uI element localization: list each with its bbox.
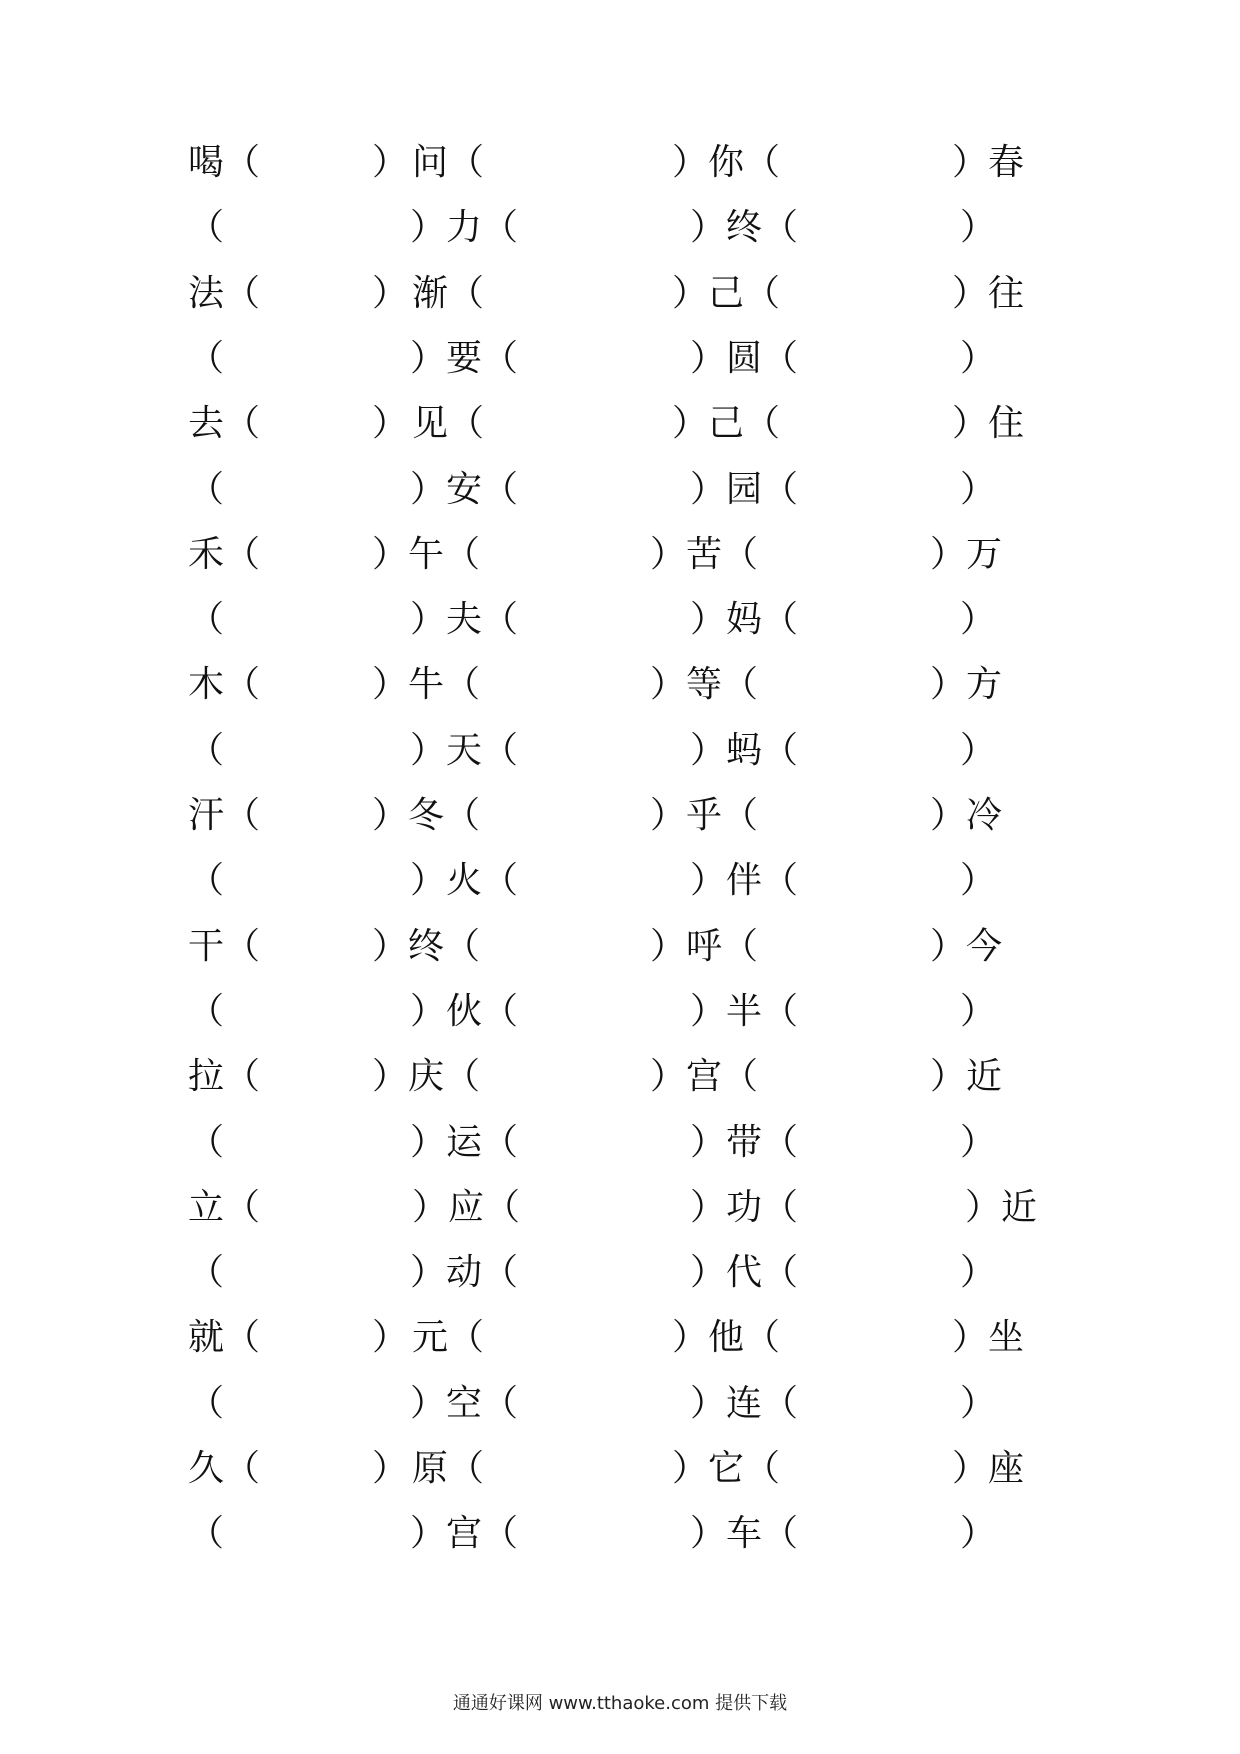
- worksheet-token: ）动（: [410, 1252, 519, 1294]
- worksheet-token: ）力（: [410, 207, 519, 249]
- worksheet-token: ）带（: [690, 1121, 799, 1163]
- worksheet-token: （: [188, 990, 225, 1032]
- worksheet-row: [0, 927, 1240, 987]
- worksheet-token: 木（: [188, 664, 261, 706]
- worksheet-row: [0, 1514, 1240, 1574]
- worksheet-token: ）: [960, 1382, 997, 1424]
- worksheet-token: ）午（: [372, 533, 481, 575]
- worksheet-token: ）: [960, 1513, 997, 1555]
- worksheet-token: ）牛（: [372, 664, 481, 706]
- worksheet-token: 问（: [412, 142, 485, 183]
- worksheet-token: ）往: [952, 272, 1025, 314]
- worksheet-row: [0, 404, 1240, 464]
- worksheet-token: ）妈（: [690, 599, 799, 641]
- worksheet-token: （: [188, 337, 225, 379]
- worksheet-token: ）乎（: [650, 795, 759, 836]
- worksheet-token: ）: [960, 1121, 997, 1163]
- worksheet-token: ）: [960, 207, 997, 249]
- worksheet-token: 见（: [412, 403, 485, 445]
- worksheet-token: ）: [960, 1252, 997, 1294]
- worksheet-token: ）夫（: [410, 599, 519, 641]
- worksheet-token: 渐（: [412, 272, 485, 314]
- worksheet-token: ）: [372, 272, 409, 314]
- worksheet-token: ）近: [930, 1056, 1003, 1098]
- worksheet-token: ）你（: [672, 142, 781, 183]
- worksheet-token: 元（: [412, 1317, 485, 1359]
- worksheet-token: 禾（: [188, 533, 261, 575]
- worksheet-token: 原（: [412, 1448, 485, 1489]
- worksheet-token: ）他（: [672, 1317, 781, 1359]
- worksheet-token: ）蚂（: [690, 729, 799, 771]
- worksheet-row: [0, 1384, 1240, 1444]
- worksheet-token: 法（: [188, 272, 261, 314]
- worksheet-token: ）: [960, 990, 997, 1032]
- worksheet-row: [0, 796, 1240, 856]
- worksheet-token: （: [188, 860, 225, 902]
- worksheet-token: ）今: [930, 925, 1003, 967]
- worksheet-row: [0, 1188, 1240, 1248]
- worksheet-token: ）坐: [952, 1317, 1025, 1359]
- worksheet-token: ）代（: [690, 1252, 799, 1294]
- worksheet-token: ）: [960, 729, 997, 771]
- worksheet-token: ）己（: [672, 403, 781, 445]
- worksheet-token: ）: [960, 860, 997, 902]
- worksheet-row: [0, 1318, 1240, 1378]
- worksheet-token: ）园（: [690, 468, 799, 510]
- worksheet-row: [0, 274, 1240, 334]
- worksheet-row: [0, 1057, 1240, 1117]
- worksheet-token: ）伙（: [410, 990, 519, 1032]
- worksheet-token: ）应（: [412, 1186, 521, 1228]
- worksheet-token: ）冷: [930, 795, 1003, 836]
- worksheet-token: ）火（: [410, 860, 519, 902]
- worksheet-token: ）春: [952, 142, 1025, 183]
- worksheet-row: [0, 1123, 1240, 1183]
- worksheet-token: ）: [960, 337, 997, 379]
- worksheet-token: ）庆（: [372, 1056, 481, 1098]
- worksheet-token: ）呼（: [650, 925, 759, 967]
- worksheet-token: ）天（: [410, 729, 519, 771]
- worksheet-token: （: [188, 729, 225, 771]
- worksheet-token: ）伴（: [690, 860, 799, 902]
- worksheet-token: （: [188, 1382, 225, 1424]
- worksheet-token: ）宫（: [650, 1056, 759, 1098]
- worksheet-token: ）安（: [410, 468, 519, 510]
- worksheet-token: ）终（: [372, 925, 481, 967]
- worksheet-token: （: [188, 1513, 225, 1555]
- worksheet-token: ）它（: [672, 1448, 781, 1489]
- worksheet-token: ）半（: [690, 990, 799, 1032]
- worksheet-token: ）: [960, 468, 997, 510]
- worksheet-token: ）车（: [690, 1513, 799, 1555]
- worksheet-token: ）座: [952, 1448, 1025, 1489]
- worksheet-token: ）终（: [690, 207, 799, 249]
- worksheet-token: （: [188, 599, 225, 641]
- worksheet-token: ）万: [930, 533, 1003, 575]
- worksheet-row: [0, 208, 1240, 268]
- worksheet-token: ）连（: [690, 1382, 799, 1424]
- worksheet-row: [0, 665, 1240, 725]
- worksheet-token: 去（: [188, 403, 261, 445]
- worksheet-row: [0, 143, 1240, 203]
- worksheet-token: ）己（: [672, 272, 781, 314]
- worksheet-token: ）: [372, 1448, 409, 1489]
- footer-credit: 通通好课网 www.tthaoke.com 提供下载: [452, 1693, 788, 1714]
- worksheet-token: 立（: [188, 1186, 261, 1228]
- worksheet-row: [0, 535, 1240, 595]
- worksheet-token: 喝（: [188, 142, 261, 183]
- worksheet-token: （: [188, 1252, 225, 1294]
- worksheet-token: ）: [372, 1317, 409, 1359]
- worksheet-row: [0, 470, 1240, 530]
- worksheet-row: [0, 731, 1240, 791]
- worksheet-token: ）方: [930, 664, 1003, 706]
- worksheet-token: ）要（: [410, 337, 519, 379]
- worksheet-token: ）: [372, 142, 409, 183]
- worksheet-token: ）近: [965, 1186, 1038, 1228]
- worksheet-token: 干（: [188, 925, 261, 967]
- worksheet-row: [0, 1449, 1240, 1509]
- worksheet-row: [0, 600, 1240, 660]
- worksheet-token: 久（: [188, 1448, 261, 1489]
- worksheet-token: 汗（: [188, 795, 261, 836]
- worksheet-token: ）: [960, 599, 997, 641]
- worksheet-token: 拉（: [188, 1056, 261, 1098]
- worksheet-token: 就（: [188, 1317, 261, 1359]
- worksheet-token: ）: [372, 403, 409, 445]
- worksheet-token: ）圆（: [690, 337, 799, 379]
- worksheet-token: ）苦（: [650, 533, 759, 575]
- worksheet-row: [0, 1253, 1240, 1313]
- worksheet-token: （: [188, 468, 225, 510]
- worksheet-token: ）空（: [410, 1382, 519, 1424]
- worksheet-row: [0, 992, 1240, 1052]
- worksheet-token: ）宫（: [410, 1513, 519, 1555]
- worksheet-token: ）冬（: [372, 795, 481, 836]
- worksheet-row: [0, 339, 1240, 399]
- worksheet-token: ）运（: [410, 1121, 519, 1163]
- worksheet-token: ）功（: [690, 1186, 799, 1228]
- worksheet-token: ）住: [952, 403, 1025, 445]
- worksheet-token: （: [188, 207, 225, 249]
- worksheet-token: ）等（: [650, 664, 759, 706]
- worksheet-token: （: [188, 1121, 225, 1163]
- worksheet-row: [0, 861, 1240, 921]
